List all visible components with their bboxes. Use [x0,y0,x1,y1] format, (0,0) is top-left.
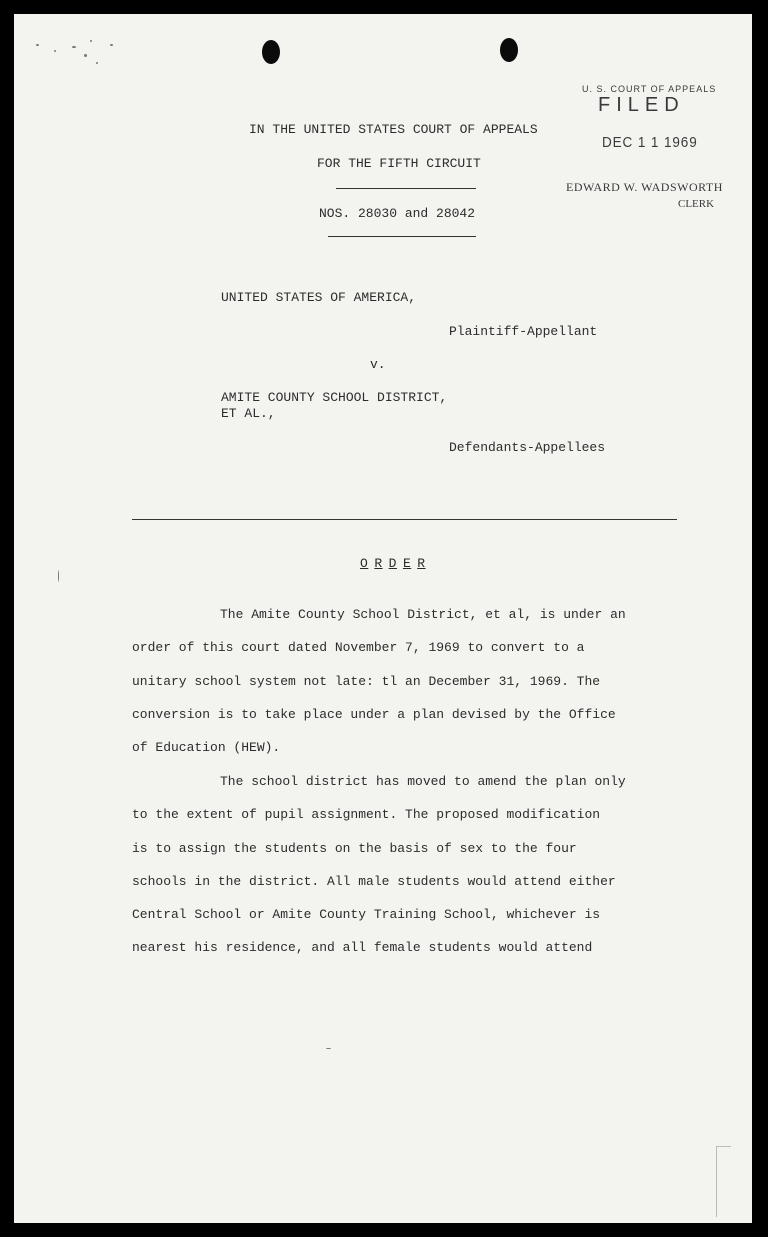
paragraph-line: is to assign the students on the basis of sex to the four [132,840,577,856]
paragraph-1 [132,598,702,764]
defendant-name-cont: ET AL., [221,406,276,421]
circuit-name: FOR THE FIFTH CIRCUIT [317,156,481,171]
caption-divider [132,519,677,520]
stamp-court: U. S. COURT OF APPEALS [582,84,717,94]
caption-rule-1 [336,188,476,189]
stamp-filed: FILED [598,94,685,116]
paragraph-line: The Amite County School District, et al, is under an [220,607,626,622]
paragraph-line: of Education (HEW). [132,740,281,756]
stamp-date: DEC 1 1 1969 [602,134,698,151]
paragraph-line: The school district has moved to amend the plan only [220,774,626,789]
punch-hole-left [262,40,280,64]
paragraph-line: nearest his residence, and all female students would attend [132,940,593,956]
paragraph-line: order of this court dated November 7, 1969 to convert to a [132,640,585,656]
versus: v. [370,357,386,372]
case-numbers: NOS. 28030 and 28042 [319,206,476,221]
paragraph-line: conversion is to take place under a plan devised by the Office [132,706,616,722]
paragraph-line: schools in the district. All male students would attend either [132,873,616,889]
plaintiff-role: Plaintiff-Appellant [449,324,598,339]
defendant-name: AMITE COUNTY SCHOOL DISTRICT, [221,390,448,405]
document-page [14,14,752,1223]
page-edge-mark [716,1146,731,1217]
paragraph-2 [132,765,702,965]
court-name: IN THE UNITED STATES COURT OF APPEALS [249,122,538,137]
paragraph-line: to the extent of pupil assignment. The proposed modification [132,807,601,823]
defendant-role: Defendants-Appellees [449,440,606,455]
punch-hole-right [500,38,518,62]
stamp-clerk-title: CLERK [678,198,715,210]
caption-rule-2 [328,236,476,237]
plaintiff-name: UNITED STATES OF AMERICA, [221,290,417,305]
paragraph-line: unitary school system not late: tl an December 31, 1969. The [132,673,601,689]
paragraph-line: Central School or Amite County Training School, whichever is [132,907,601,923]
order-heading: O R D E R [360,556,426,571]
stamp-clerk-name: EDWARD W. WADSWORTH [566,180,723,194]
